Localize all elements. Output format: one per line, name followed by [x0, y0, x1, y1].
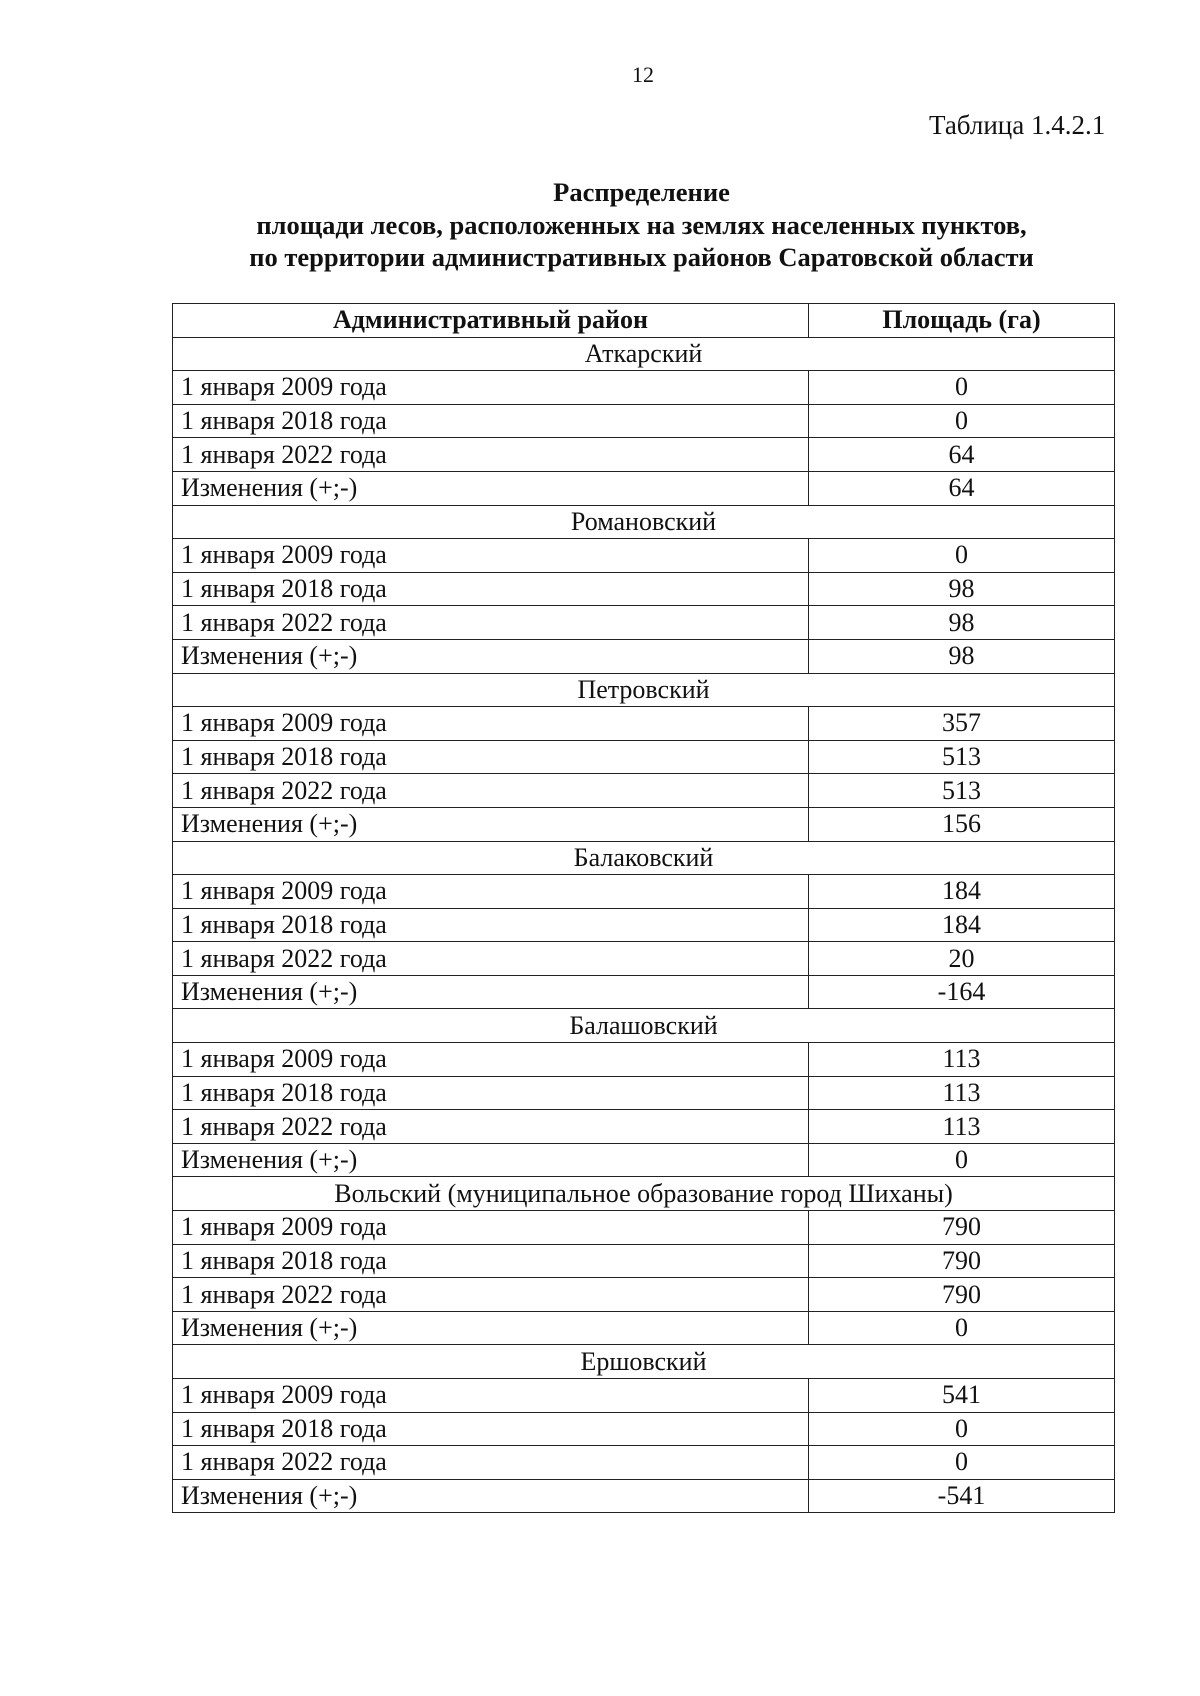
table-row [173, 807, 1115, 841]
row-label: 1 января 2009 года [173, 1379, 809, 1413]
table-row [173, 1110, 1115, 1144]
district-name: Вольский (муниципальное образование город Шиханы) [173, 1177, 1115, 1211]
row-value: 184 [809, 908, 1115, 942]
table-body [173, 337, 1115, 1513]
row-value: 790 [809, 1244, 1115, 1278]
row-label: 1 января 2009 года [173, 1043, 809, 1077]
table-row [173, 1278, 1115, 1312]
district-name: Петровский [173, 673, 1115, 707]
row-label: Изменения (+;-) [173, 639, 809, 673]
title-line: Распределение [553, 177, 730, 207]
row-value: 98 [809, 639, 1115, 673]
district-row [173, 505, 1115, 539]
row-label: 1 января 2022 года [173, 606, 809, 640]
table-row [173, 774, 1115, 808]
row-value: -541 [809, 1479, 1115, 1513]
row-label: 1 января 2022 года [173, 438, 809, 472]
district-name: Балашовский [173, 1009, 1115, 1043]
table-row [173, 975, 1115, 1009]
district-name: Аткарский [173, 337, 1115, 371]
row-label: Изменения (+;-) [173, 975, 809, 1009]
row-label: 1 января 2009 года [173, 875, 809, 909]
table-row [173, 1244, 1115, 1278]
table-row [173, 1311, 1115, 1345]
table-row [173, 1412, 1115, 1446]
row-value: 20 [809, 942, 1115, 976]
district-row [173, 841, 1115, 875]
row-label: Изменения (+;-) [173, 471, 809, 505]
table-title [160, 176, 1123, 274]
header-district: Административный район [173, 304, 809, 338]
row-label: 1 января 2018 года [173, 1244, 809, 1278]
row-label: Изменения (+;-) [173, 807, 809, 841]
table-row [173, 875, 1115, 909]
table-row [173, 572, 1115, 606]
row-value: 0 [809, 1311, 1115, 1345]
district-name: Ершовский [173, 1345, 1115, 1379]
row-label: Изменения (+;-) [173, 1311, 809, 1345]
table-row [173, 471, 1115, 505]
district-row [173, 1177, 1115, 1211]
table-header-row [173, 304, 1115, 338]
row-value: 156 [809, 807, 1115, 841]
row-value: 98 [809, 606, 1115, 640]
table-row [173, 1043, 1115, 1077]
row-value: 184 [809, 875, 1115, 909]
row-label: 1 января 2018 года [173, 404, 809, 438]
header-area: Площадь (га) [809, 304, 1115, 338]
district-row [173, 673, 1115, 707]
row-label: 1 января 2009 года [173, 707, 809, 741]
district-name: Романовский [173, 505, 1115, 539]
table-row [173, 1143, 1115, 1177]
table-row [173, 438, 1115, 472]
row-value: 0 [809, 1412, 1115, 1446]
title-line: площади лесов, расположенных на землях населенных пунктов, [256, 209, 1027, 240]
table-row [173, 1379, 1115, 1413]
district-row [173, 1009, 1115, 1043]
row-value: 790 [809, 1211, 1115, 1245]
row-label: 1 января 2022 года [173, 942, 809, 976]
table-row [173, 539, 1115, 573]
table-row [173, 707, 1115, 741]
district-name: Балаковский [173, 841, 1115, 875]
row-value: -164 [809, 975, 1115, 1009]
row-value: 541 [809, 1379, 1115, 1413]
forest-area-table [172, 303, 1115, 1513]
row-label: Изменения (+;-) [173, 1479, 809, 1513]
row-value: 0 [809, 404, 1115, 438]
row-label: 1 января 2022 года [173, 1110, 809, 1144]
row-label: 1 января 2018 года [173, 1412, 809, 1446]
table-row [173, 371, 1115, 405]
row-value: 64 [809, 471, 1115, 505]
table-row [173, 1211, 1115, 1245]
row-label: 1 января 2022 года [173, 774, 809, 808]
row-value: 113 [809, 1076, 1115, 1110]
row-value: 0 [809, 1143, 1115, 1177]
district-row [173, 1345, 1115, 1379]
row-label: 1 января 2022 года [173, 1278, 809, 1312]
row-label: 1 января 2009 года [173, 539, 809, 573]
page-number: 12 [632, 62, 654, 87]
row-label: 1 января 2009 года [173, 371, 809, 405]
table-id: Таблица 1.4.2.1 [929, 110, 1106, 140]
row-label: 1 января 2018 года [173, 908, 809, 942]
row-label: 1 января 2018 года [173, 740, 809, 774]
table-row [173, 1076, 1115, 1110]
row-value: 790 [809, 1278, 1115, 1312]
row-value: 64 [809, 438, 1115, 472]
row-label: 1 января 2009 года [173, 1211, 809, 1245]
table-row [173, 1479, 1115, 1513]
row-value: 513 [809, 774, 1115, 808]
row-value: 357 [809, 707, 1115, 741]
table-row [173, 942, 1115, 976]
row-value: 0 [809, 1446, 1115, 1480]
district-row [173, 337, 1115, 371]
table-row [173, 740, 1115, 774]
table-row [173, 404, 1115, 438]
row-value: 0 [809, 371, 1115, 405]
table-row [173, 908, 1115, 942]
title-line: по территории административных районов Саратовской области [249, 242, 1034, 272]
row-label: Изменения (+;-) [173, 1143, 809, 1177]
table-row [173, 639, 1115, 673]
table-row [173, 1446, 1115, 1480]
row-label: 1 января 2018 года [173, 1076, 809, 1110]
row-value: 113 [809, 1110, 1115, 1144]
row-value: 113 [809, 1043, 1115, 1077]
row-value: 98 [809, 572, 1115, 606]
row-value: 0 [809, 539, 1115, 573]
table-row [173, 606, 1115, 640]
row-label: 1 января 2022 года [173, 1446, 809, 1480]
row-label: 1 января 2018 года [173, 572, 809, 606]
row-value: 513 [809, 740, 1115, 774]
